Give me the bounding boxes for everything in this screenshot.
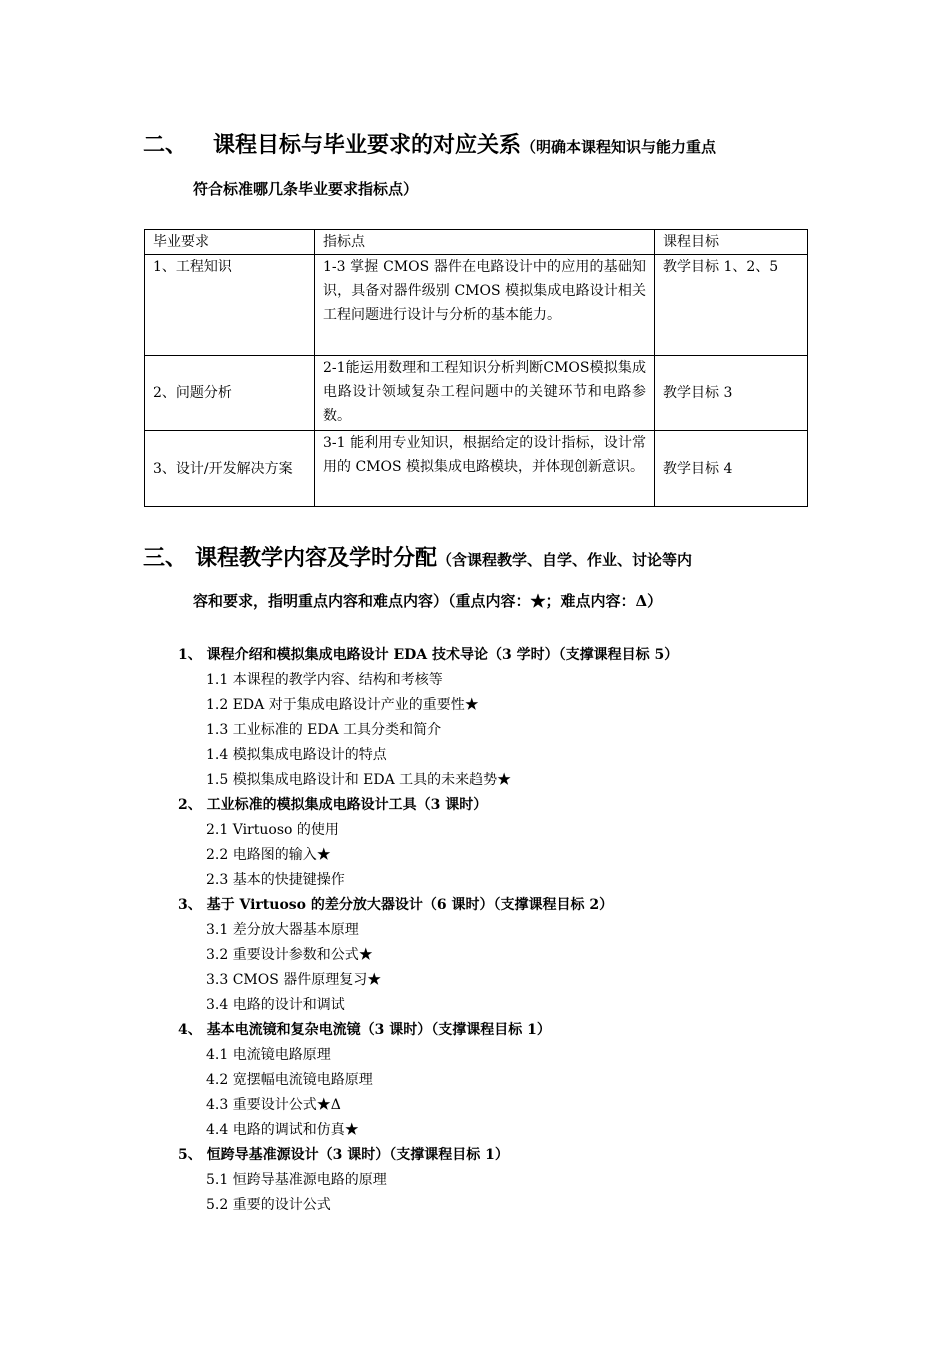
outline-item: 4.1 电流镜电路原理 [206,1047,331,1063]
section-2-number: 二、 [143,132,188,158]
indicator-cell: 2-1能运用数理和工程知识分析判断CMOS模拟集成电路设计领域复杂工程问题中的关键环节和电路参数。 [315,356,655,431]
outline-item: 2.3 基本的快捷键操作 [206,872,345,888]
table-row [145,255,808,356]
outline-item: 4.3 重要设计公式★Δ [206,1097,341,1113]
section-2-note-continued: 符合标准哪几条毕业要求指标点） [193,180,419,198]
outline-item: 5.2 重要的设计公式 [206,1197,331,1213]
requirement-cell: 3、设计/开发解决方案 [145,431,315,507]
outline-item: 3.4 电路的设计和调试 [206,997,345,1013]
indicator-cell: 1-3 掌握 CMOS 器件在电路设计中的应用的基础知识，具备对器件级别 CMOS 模拟集成电路设计相关工程问题进行设计与分析的基本能力。 [315,255,655,356]
requirement-cell: 1、工程知识 [145,255,315,356]
chapter-title: 4、 基本电流镜和复杂电流镜（3 课时）（支撑课程目标 1） [178,1022,551,1038]
chapter-title: 1、 课程介绍和模拟集成电路设计 EDA 技术导论（3 学时）（支撑课程目标 5） [178,647,679,663]
table-row [145,356,808,431]
section-3-number: 三、 [143,545,188,571]
chapter-title: 3、 基于 Virtuoso 的差分放大器设计（6 课时）（支撑课程目标 2） [178,897,614,913]
outline-item: 1.4 模拟集成电路设计的特点 [206,747,387,763]
outline-item: 2.2 电路图的输入★ [206,847,331,863]
chapter-title: 5、 恒跨导基准源设计（3 课时）（支撑课程目标 1） [178,1147,509,1163]
outline-item: 3.2 重要设计参数和公式★ [206,947,373,963]
goal-cell: 教学目标 1、2、5 [655,255,808,356]
goal-cell: 教学目标 3 [655,356,808,431]
section-2-note: （明确本课程知识与能力重点 [521,138,717,156]
section-2-heading [143,128,716,159]
outline-item: 1.5 模拟集成电路设计和 EDA 工具的未来趋势★ [206,772,512,788]
indicator-cell: 3-1 能利用专业知识，根据给定的设计指标，设计常用的 CMOS 模拟集成电路模块，并体现创新意识。 [315,431,655,507]
section-3-note: （含课程教学、自学、作业、讨论等内 [437,551,693,569]
table-header-cell: 课程目标 [655,230,808,255]
section-3-heading [143,541,692,572]
requirements-table [144,229,808,507]
requirement-cell: 2、问题分析 [145,356,315,431]
table-row [145,431,808,507]
outline-item: 1.2 EDA 对于集成电路设计产业的重要性★ [206,697,479,713]
table-header-row [145,230,808,255]
section-2-title: 课程目标与毕业要求的对应关系 [213,132,522,158]
outline-item: 3.1 差分放大器基本原理 [206,922,359,938]
goal-cell: 教学目标 4 [655,431,808,507]
section-3-note-continued: 容和要求，指明重点内容和难点内容）（重点内容：★；难点内容：Δ） [193,592,663,610]
table-header-cell: 指标点 [315,230,655,255]
outline-item: 4.4 电路的调试和仿真★ [206,1122,359,1138]
chapter-title: 2、 工业标准的模拟集成电路设计工具（3 课时） [178,797,488,813]
outline-item: 1.3 工业标准的 EDA 工具分类和简介 [206,722,442,738]
outline-item: 1.1 本课程的教学内容、结构和考核等 [206,672,443,688]
outline-item: 3.3 CMOS 器件原理复习★ [206,972,382,988]
outline-item: 2.1 Virtuoso 的使用 [206,822,339,838]
section-3-title: 课程教学内容及学时分配 [195,545,438,571]
table-header-cell: 毕业要求 [145,230,315,255]
outline-item: 5.1 恒跨导基准源电路的原理 [206,1172,387,1188]
outline-item: 4.2 宽摆幅电流镜电路原理 [206,1072,373,1088]
